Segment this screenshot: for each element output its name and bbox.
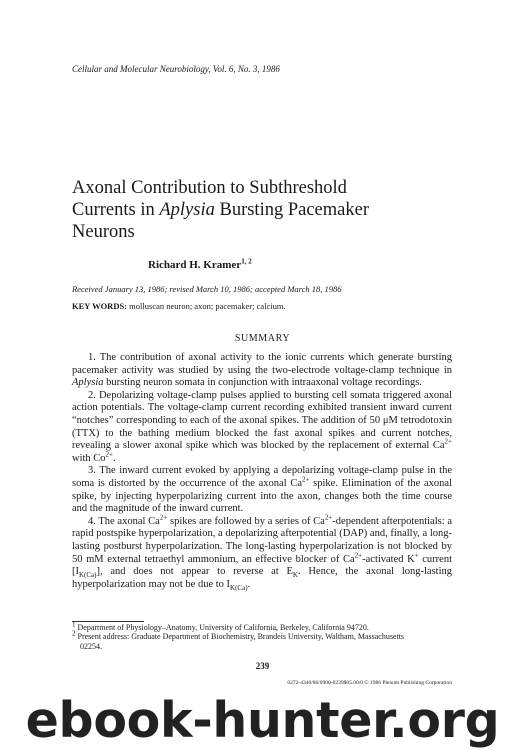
p4-text-g: . Hence, the axonal long-lasting hyperpolarization may not be due to I: [72, 566, 452, 590]
key-words-label: KEY WORDS:: [72, 301, 128, 311]
p4-text-a: 4. The axonal Ca: [88, 515, 160, 527]
summary-heading: SUMMARY: [234, 333, 291, 344]
p2-text-b: with Co: [72, 452, 106, 464]
title-line-2-end: Bursting Pacemaker: [214, 200, 369, 220]
title-line-3: Neurons: [72, 222, 135, 242]
p1-text-c: bursting neuron somata in conjunction with intraaxonal voltage recordings.: [103, 377, 422, 389]
footnote-2-mark: 2: [72, 629, 76, 638]
p4-text-h: .: [247, 578, 251, 590]
p1-genus: Aplysia: [72, 377, 104, 389]
p4-text-f: ], and does not appear to reverse at E: [96, 566, 293, 578]
summary-body: [72, 352, 452, 591]
footnote-1-mark: 1: [72, 620, 76, 629]
summary-paragraph-1: [72, 352, 452, 390]
p4-text-d: -activated K: [362, 553, 415, 565]
footnote-divider: [72, 621, 144, 622]
p2-sup-2: 2+: [105, 450, 113, 459]
p4-text-b: spikes are followed by a series of Ca: [167, 515, 325, 527]
copyright-line: 0272-4340/86/0900-0239$05.00/0 © 1986 Plenum Publishing Corporation: [287, 680, 452, 686]
p4-sup-4: +: [414, 551, 419, 559]
p4-sup-2: 2+: [324, 513, 333, 522]
p3-text-a: 3. The inward current evoked by applying a depolarizing voltage-clamp pulse in the soma is distorted by the occurrence of the axonal Ca: [72, 465, 452, 489]
author-name: Richard H. Kramer: [148, 259, 242, 271]
p4-sub-3: K(Ca): [230, 583, 248, 592]
footnote-1: [72, 620, 452, 632]
received-dates: Received January 13, 1986; revised March 10, 1986; accepted March 18, 1986: [72, 284, 342, 294]
p4-sup-1: 2+: [159, 513, 168, 522]
footnote-2-continuation: 02254.: [80, 641, 102, 651]
journal-citation: Cellular and Molecular Neurobiology, Vol. 6, No. 3, 1986: [72, 64, 280, 74]
summary-paragraph-4: [72, 513, 453, 592]
paper-title: [72, 177, 472, 243]
p4-text-c: -dependent afterpotentials: a rapid postspike hyperpolarization, a depolarizing afterpotential (DAP) and, finally, a long-lasting postburst hyperpolarization. The long-lasting hyperpolarization is not blocked by 50 mM external tetraethyl ammonium, an effective blocker of Ca: [72, 515, 453, 565]
p3-text-b: spike. Elimination of the axonal spike, by injecting hyperpolarizing current into the axon, changes both the time course and the magnitude of the inward current.: [72, 477, 452, 515]
author-affiliation-marks: 1, 2: [241, 257, 252, 266]
summary-paragraph-2: [72, 390, 452, 466]
footnotes: [72, 620, 452, 651]
title-genus: Aplysia: [159, 200, 215, 220]
title-line-1: Axonal Contribution to Subthreshold: [72, 178, 347, 198]
p2-text-a: 2. Depolarizing voltage-clamp pulses applied to bursting cell somata triggered axonal action potentials. The voltage-clamp current recording exhibited transient inward current “notches” corresponding to each of the axonal spikes. The addition of 50 μM tetrodotoxin (TTX) to the bathing medium blocked the fast axonal spikes and current notches, revealing a slower axonal spike which was blocked by the replacement of external Ca: [72, 389, 452, 452]
title-line-2: [72, 199, 472, 221]
p2-text-c: .: [113, 452, 116, 464]
p4-sup-3: 2+: [354, 551, 363, 559]
summary-paragraph-3: [72, 465, 452, 515]
key-words-text: molluscan neuron; axon; pacemaker; calcium.: [127, 301, 286, 311]
footnote-2: [72, 629, 452, 642]
author: [148, 259, 252, 271]
p2-sup-1: 2+: [444, 437, 452, 446]
title-line-2-start: Currents in: [72, 200, 160, 220]
p4-sub-1: K(Ca): [79, 571, 97, 580]
p4-sub-2: K: [292, 571, 298, 580]
watermark: ebook-hunter.org: [25, 692, 500, 749]
p4-text-e: current [I: [72, 553, 452, 578]
key-words: [72, 301, 286, 311]
footnote-2-text: Present address: Graduate Department of Biochemistry, Brandeis University, Waltham, Massachusetts: [75, 632, 405, 642]
page-number: 239: [255, 661, 270, 671]
p3-sup-1: 2+: [302, 475, 310, 484]
footnote-1-text: Department of Physiology–Anatomy, University of California, Berkeley, California 94720.: [75, 623, 369, 632]
p1-text-a: 1. The contribution of axonal activity to the ionic currents which generate bursting pacemaker activity was studied by using the two-electrode voltage-clamp technique in: [72, 352, 452, 376]
